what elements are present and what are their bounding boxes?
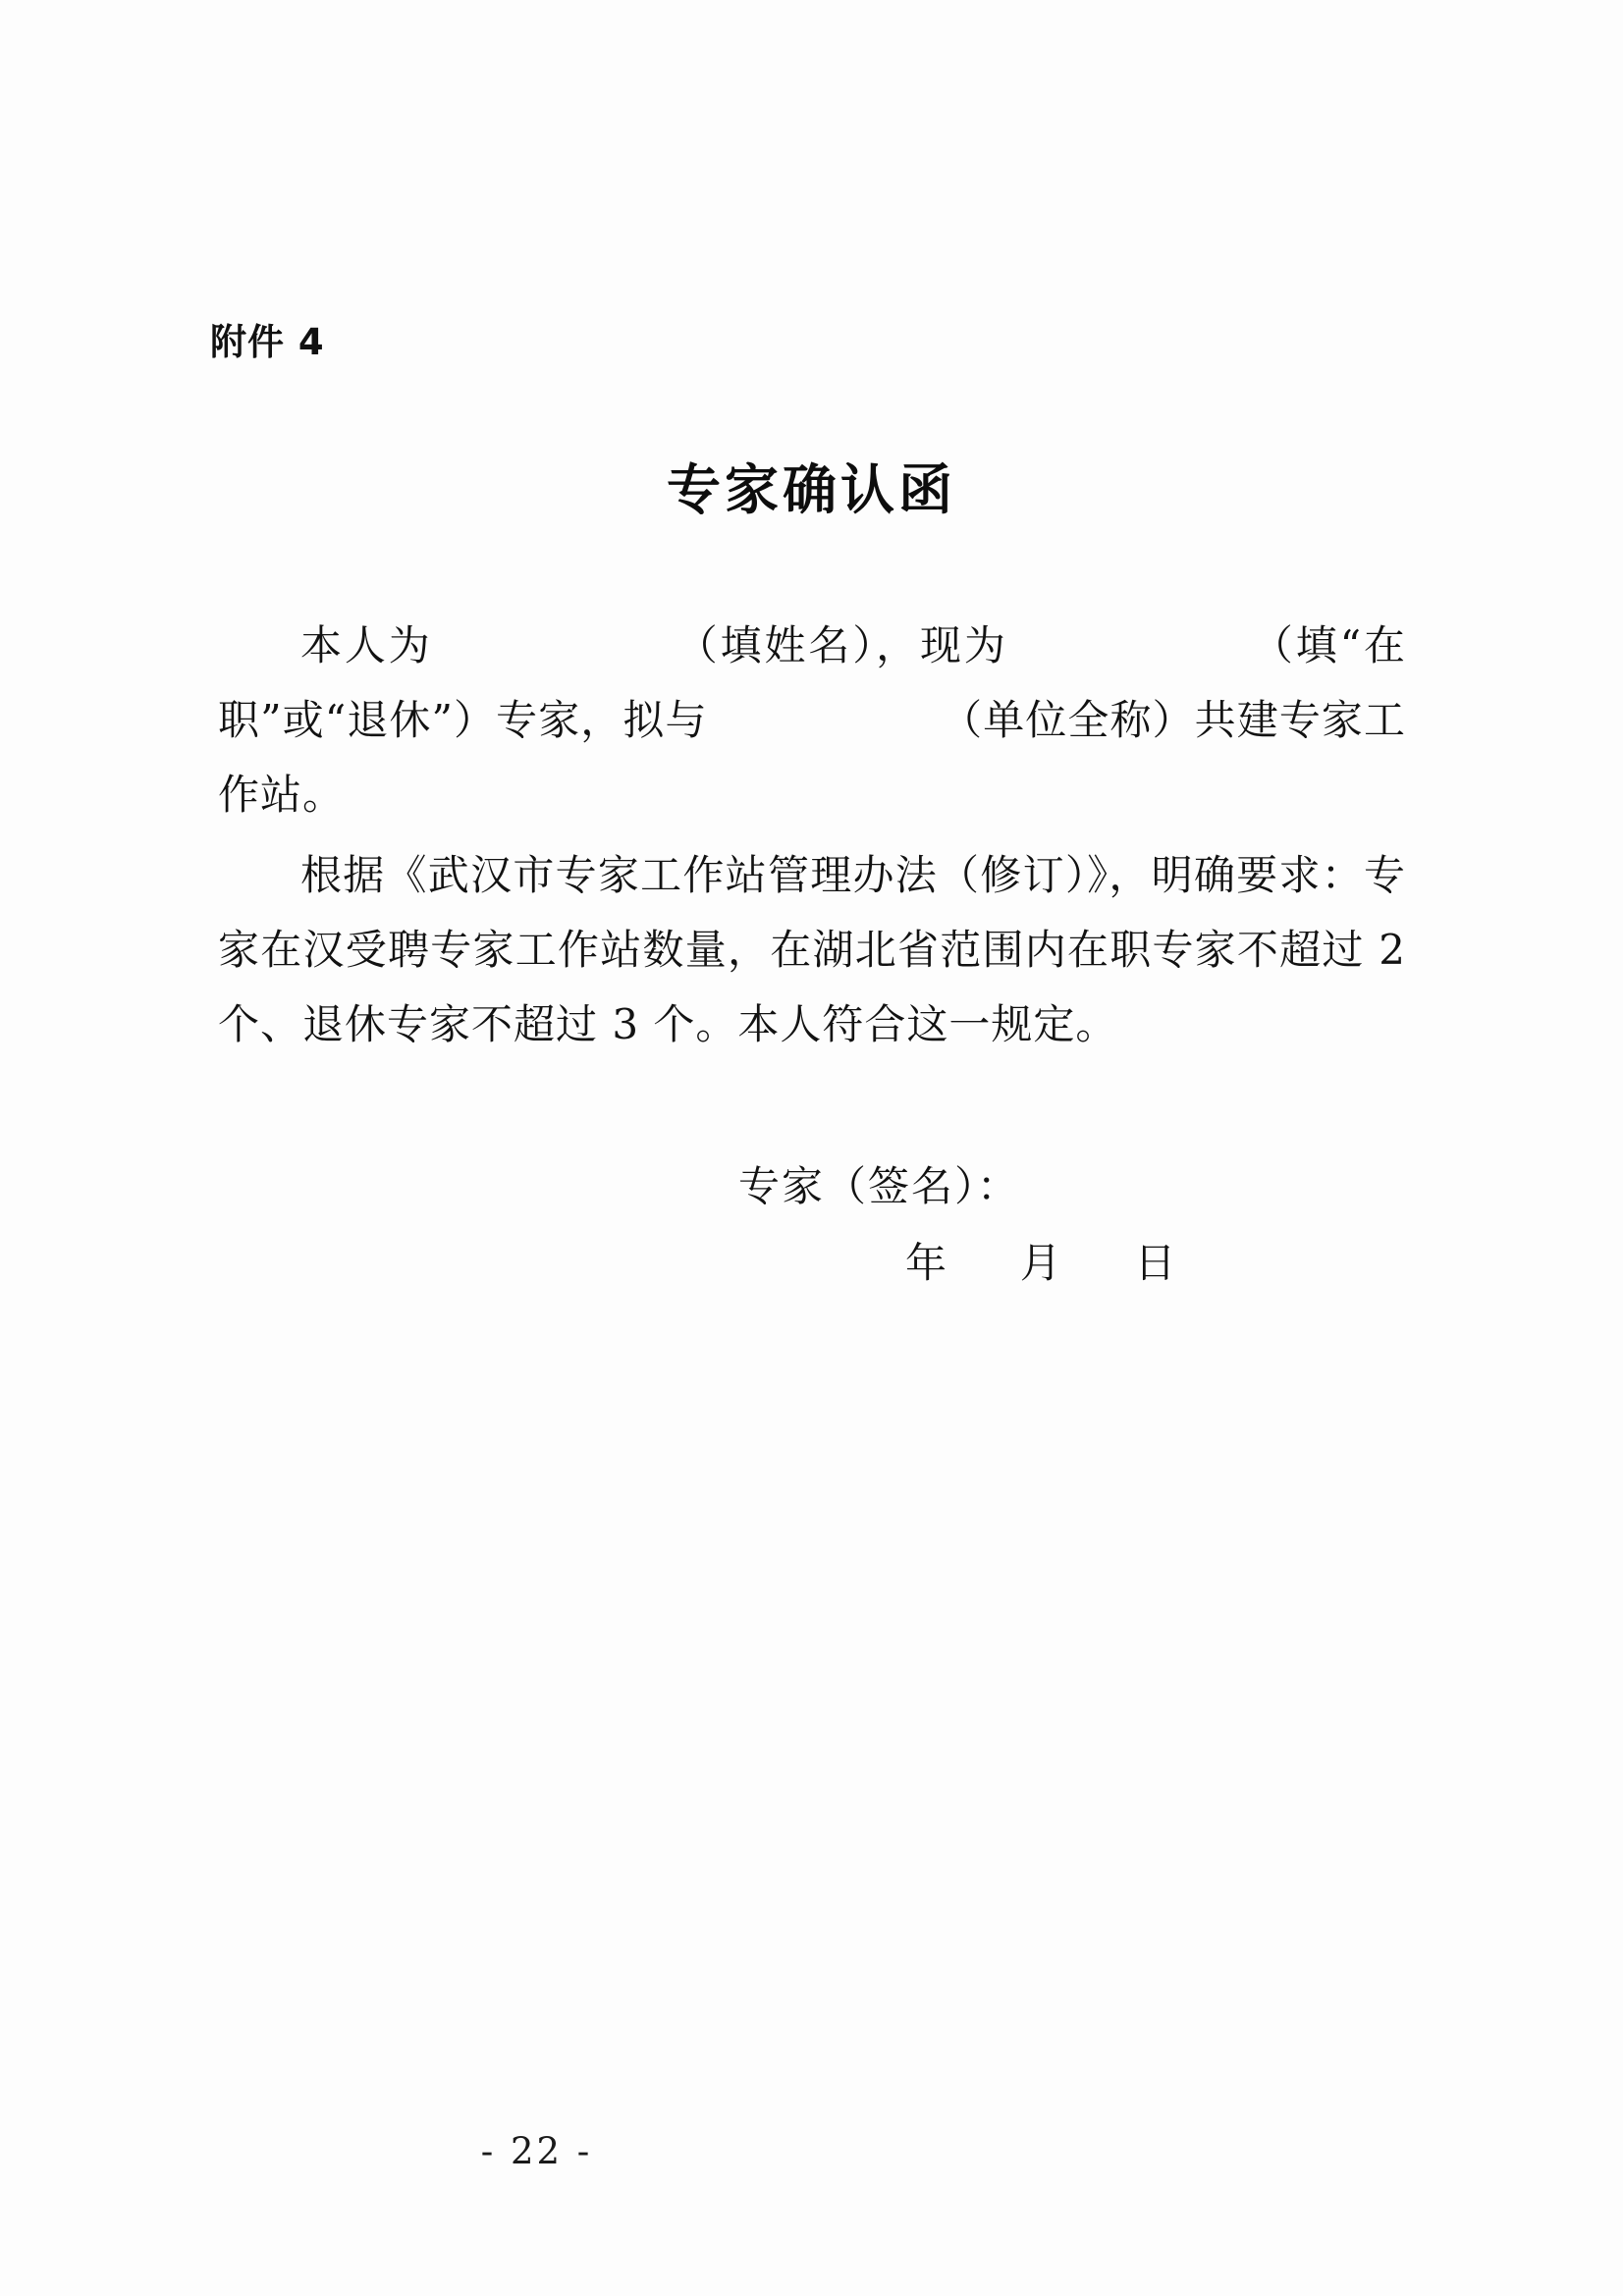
document-body — [218, 609, 1421, 1068]
date-month-label: 月 — [1019, 1239, 1063, 1287]
signature-block — [218, 1148, 1406, 1302]
paragraph-declaration: 本人为 （填姓名），现为 （填“在职”或“退休”）专家，拟与 （单位全称）共建专家工作站。 — [218, 621, 1406, 819]
page-number: - 22 - — [480, 2130, 593, 2172]
expert-signature-label: 专家（签名）： — [738, 1162, 1021, 1210]
signature-date-line — [218, 1225, 1406, 1302]
attachment-label: 附件 4 — [210, 321, 325, 363]
date-year-label: 年 — [905, 1239, 949, 1287]
paragraph-regulation: 根据《武汉市专家工作站管理办法（修订）》，明确要求：专家在汉受聘专家工作站数量，在湖北省范围内在职专家不超过 2 个、退休专家不超过 3 个。本人符合这一规定。 — [218, 851, 1421, 1048]
page-title: 专家确认函 — [666, 457, 956, 521]
date-day-label: 日 — [1134, 1239, 1178, 1287]
